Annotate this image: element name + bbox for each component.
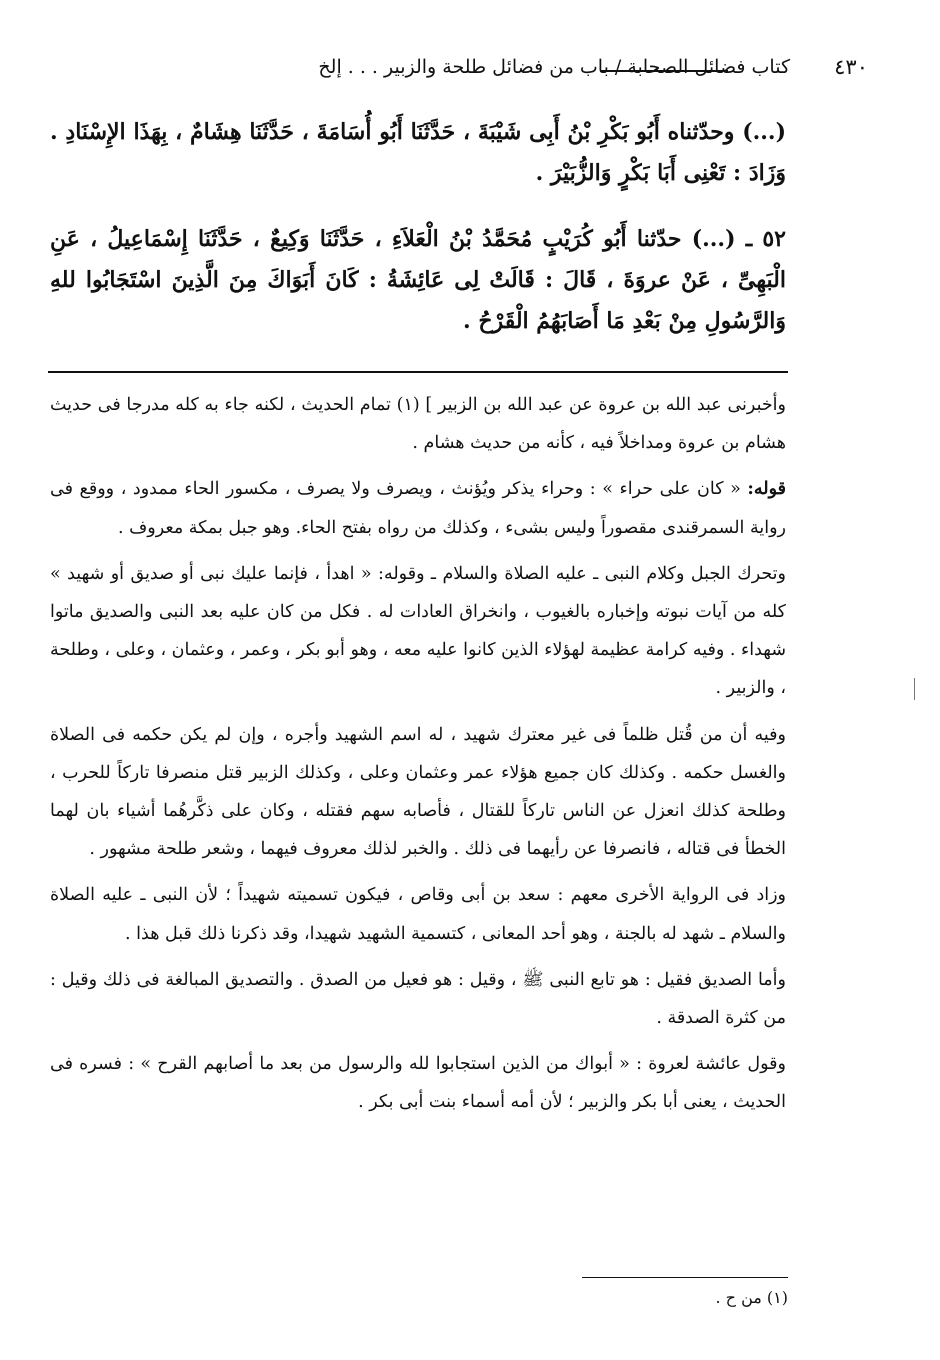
commentary-text: وفيه أن من قُتل ظلماً فى غير معترك شهيد ، له اسم الشهيد وأجره ، وإن لم يكن حكمه فى الصلاة والغسل حكمه . وكذلك كان جميع هؤلاء عمر وعثمان وعلى ، وكذلك الزبير قتل منصرفا تاركاً للحرب ، وطلحة كذلك انعزل عن الناس تاركاً للقتال ، فأصابه سهم فقتله ، وكان على ذكَّرهُما أشياء بان لهما الخطأ فى قتاله ، فانصرفا عن رأيهما فى ذلك . والخبر لذلك معروف فيهما ، وشعر طلحة مشهور . [50, 724, 786, 860]
commentary-lead: قوله: [747, 479, 786, 500]
main-text-divider [48, 371, 788, 373]
commentary-text: وأخبرنى عبد الله بن عروة عن عبد الله بن الزبير ] (١) تمام الحديث ، لكنه جاء به كله مدرجا فى حديث هشام بن عروة ومداخلاً فيه ، كأنه من حديث هشام . [50, 395, 786, 454]
commentary-paragraph [50, 716, 786, 869]
hadith-paragraph-1: (...) وحدّثناه أَبُو بَكْرِ بْنُ أَبِى شَيْبَةَ ، حَدَّثَنَا أَبُو أُسَامَةَ ، حَدَّثَنَا هِشَامٌ ، بِهَذَا الإِسْنَادِ . وَزَادَ : تَعْنِى أَبَا بَكْرٍ وَالزُّبَيْرَ . [50, 119, 786, 186]
hadith-paragraph-2: ٥٢ ـ (...) حدّثنا أَبُو كُرَيْبٍ مُحَمَّدُ بْنُ الْعَلاَءِ ، حَدَّثَنَا وَكِيعٌ ، حَدَّثَنَا إِسْمَاعِيلُ ، عَنِ الْبَهِىِّ ، عَنْ عروَةَ ، قَالَ : قَالَتْ لِى عَائِشَةُ : كَانَ أَبَوَاكَ مِنَ الَّذِينَ اسْتَجَابُوا للهِ وَالرَّسُولِ مِنْ بَعْدِ مَا أَصَابَهُمُ الْقَرْحُ . [50, 226, 786, 334]
margin-mark [914, 678, 915, 700]
commentary-paragraph [50, 961, 786, 1037]
commentary-section [50, 386, 786, 1130]
running-title: كتاب فضائل الصحابة / باب من فضائل طلحة والزبير . . . إلخ [318, 56, 790, 78]
page-number: ٤٣٠ [834, 55, 868, 79]
commentary-text: وزاد فى الرواية الأخرى معهم : سعد بن أبى وقاص ، فيكون تسميته شهيداً ؛ لأن النبى ـ عليه الصلاة والسلام ـ شهد له بالجنة ، وهو أحد المعانى ، كتسمية الشهيد شهيدا، وقد ذكرنا ذلك قبل هذا . [50, 885, 786, 944]
commentary-text: « كان على حراء » : وحراء يذكر ويُؤنث ، ويصرف ولا يصرف ، مكسور الحاء ممدود ، ووقع فى رواية السمرقندى مقصوراً وليس بشىء ، وكذلك من رواه بفتح الحاء. وهو جبل بمكة معروف . [50, 479, 786, 538]
commentary-paragraph [50, 470, 786, 546]
commentary-paragraph [50, 555, 786, 708]
footnote: (١) من ح . [715, 1288, 788, 1307]
footnote-divider [582, 1277, 788, 1278]
commentary-paragraph [50, 1045, 786, 1121]
commentary-text: وقول عائشة لعروة : « أبواك من الذين استجابوا لله والرسول من بعد ما أصابهم القرح » : فسره فى الحديث ، يعنى أبا بكر والزبير ؛ لأن أمه أسماء بنت أبى بكر . [50, 1054, 786, 1113]
commentary-paragraph [50, 386, 786, 462]
commentary-text: وأما الصديق فقيل : هو تابع النبى ﷺ ، وقيل : هو فعيل من الصدق . والتصديق المبالغة فى ذلك وقيل : من كثرة الصدقة . [50, 969, 786, 1029]
commentary-paragraph [50, 876, 786, 952]
commentary-text: وتحرك الجبل وكلام النبى ـ عليه الصلاة والسلام ـ وقوله: « اهدأ ، فإنما عليك نبى أو صديق أو شهيد » كله من آيات نبوته وإخباره بالغيوب ، وانخراق العادات له . فكل من كان عليه بعد النبى والصديق ماتوا شهداء . وفيه كرامة عظيمة لهؤلاء الذين كانوا عليه معه ، وهو أبو بكر ، وعمر ، وعثمان ، وعلى ، وطلحة ، والزبير . [50, 563, 786, 699]
